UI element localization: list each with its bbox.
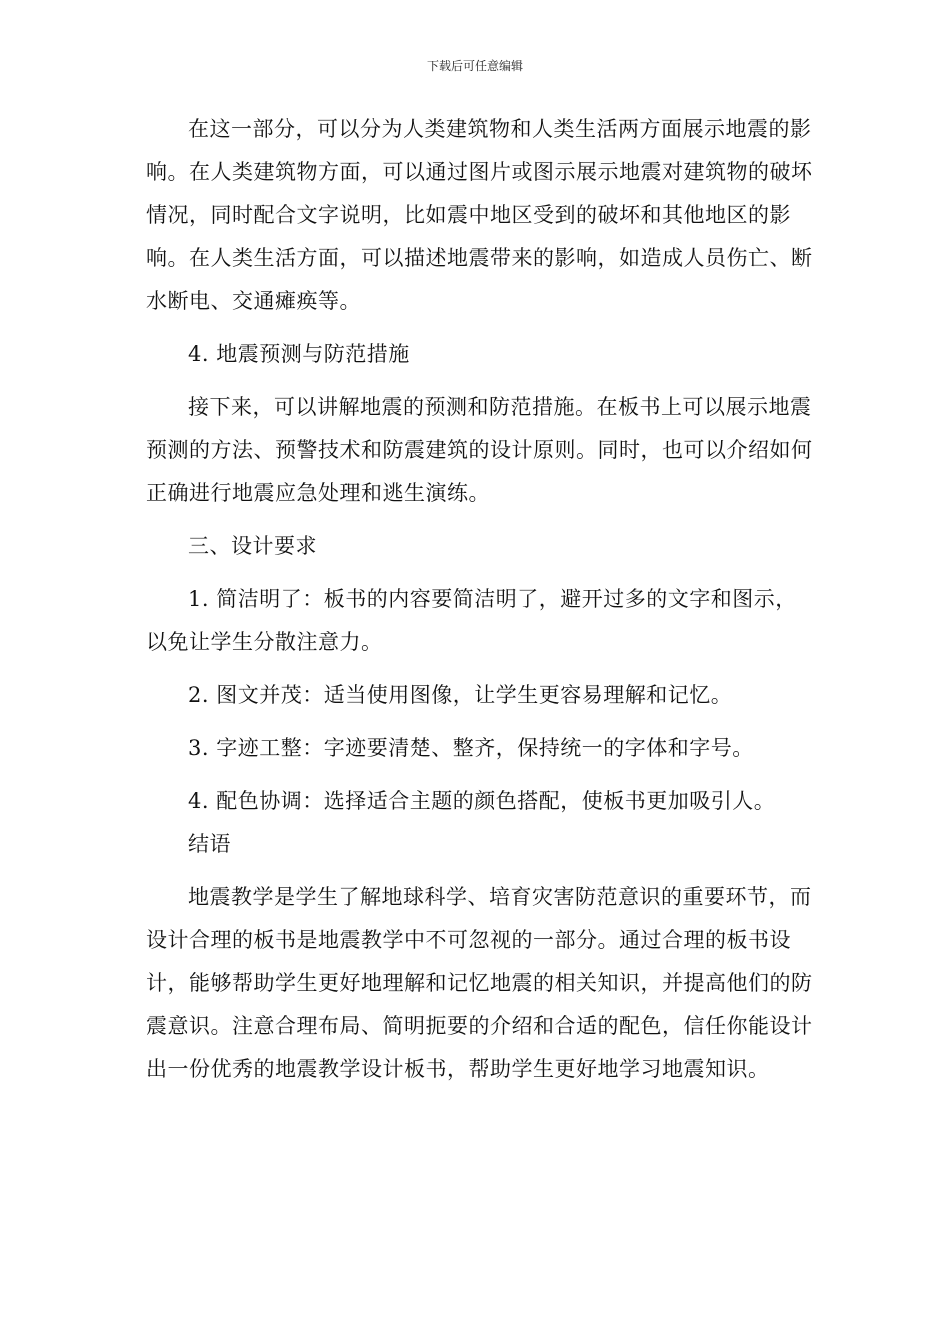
requirement-item-4: 4. 配色协调：选择适合主题的颜色搭配，使板书更加吸引人。: [188, 789, 776, 813]
requirement-item-2: 2. 图文并茂：适当使用图像，让学生更容易理解和记忆。: [188, 683, 733, 707]
requirement-item-1: 1. 简洁明了：板书的内容要简洁明了，避开过多的文字和图示，以免让学生分散注意力。: [146, 587, 797, 654]
paragraph-conclusion: 地震教学是学生了解地球科学、培育灾害防范意识的重要环节，而设计合理的板书是地震教学中不可忽视的一部分。通过合理的板书设计，能够帮助学生更好地理解和记忆地震的相关知识，并提高他们的防震意识。注意合理布局、简明扼要的介绍和合适的配色，信任你能设计出一份优秀的地震教学设计板书，帮助学生更好地学习地震知识。: [146, 885, 813, 1081]
document-body: [146, 108, 818, 1091]
heading-conclusion: 结语: [188, 832, 231, 856]
heading-design-requirements: 三、设计要求: [188, 534, 317, 558]
paragraph-earthquake-impact: 在这一部分，可以分为人类建筑物和人类生活两方面展示地震的影响。在人类建筑物方面，可以通过图片或图示展示地震对建筑物的破坏情况，同时配合文字说明，比如震中地区受到的破坏和其他地区的影响。在人类生活方面，可以描述地震带来的影响，如造成人员伤亡、断水断电、交通瘫痪等。: [146, 117, 813, 313]
requirement-item-3: 3. 字迹工整：字迹要清楚、整齐，保持统一的字体和字号。: [188, 736, 754, 760]
paragraph-prediction-prevention: 接下来，可以讲解地震的预测和防范措施。在板书上可以展示地震预测的方法、预警技术和防震建筑的设计原则。同时，也可以介绍如何正确进行地震应急处理和逃生演练。: [146, 395, 813, 505]
heading-prediction-prevention: 4. 地震预测与防范措施: [188, 342, 410, 366]
page-header: 下载后可任意编辑: [426, 59, 523, 73]
